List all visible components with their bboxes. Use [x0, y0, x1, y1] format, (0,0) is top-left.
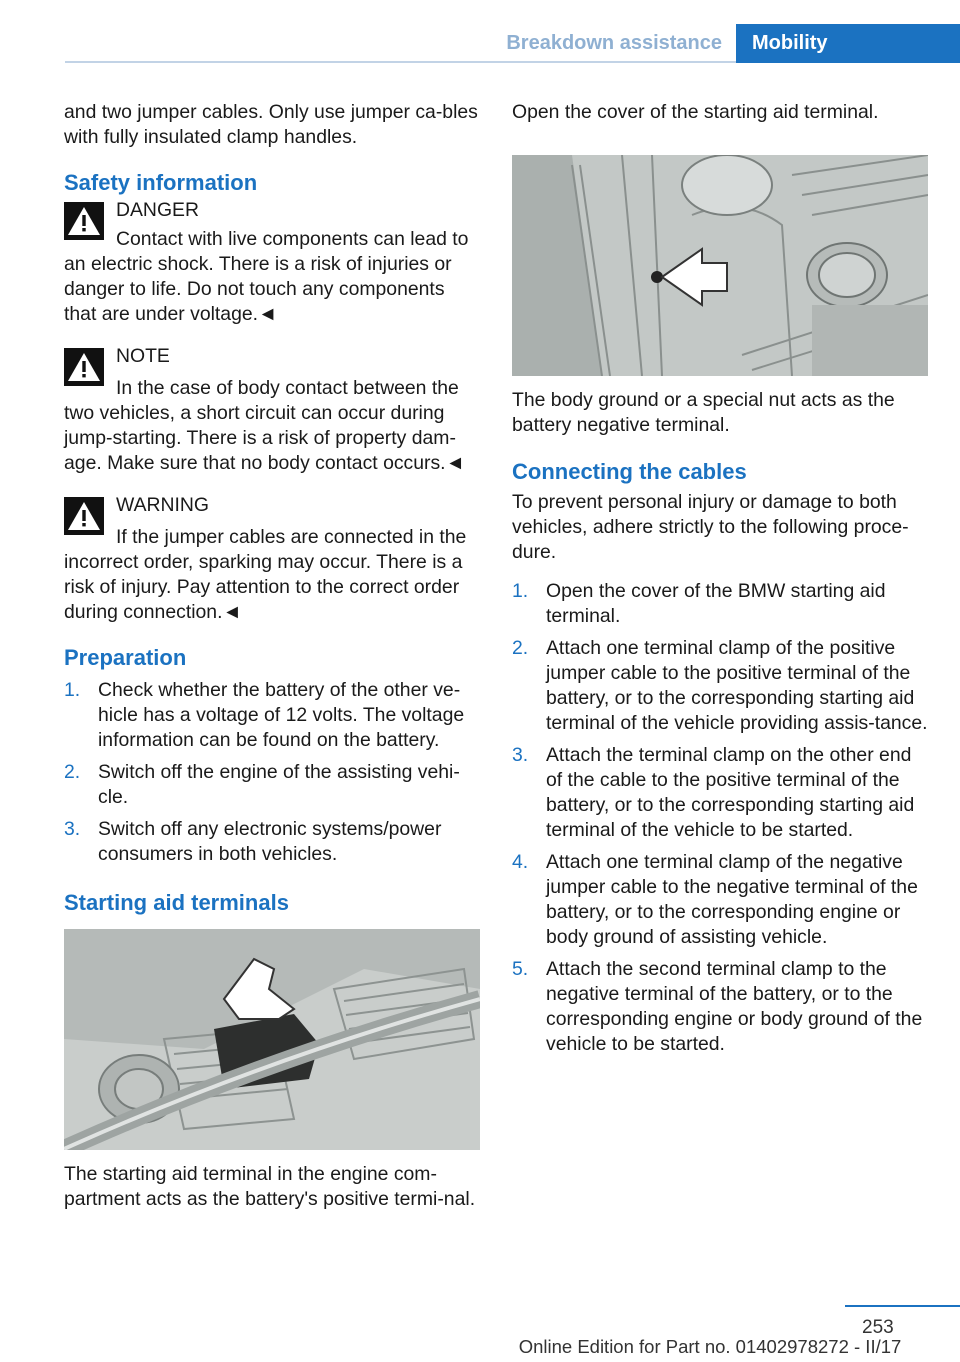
footer-rule — [845, 1305, 960, 1307]
warning-danger — [64, 198, 482, 327]
warning-warning — [64, 493, 482, 625]
warning-first-line: If the jumper cables are connected in the — [116, 526, 467, 548]
right-column — [512, 100, 930, 1057]
step-number: 1. — [64, 679, 81, 701]
warning-title: DANGER — [116, 199, 199, 221]
step-number: 3. — [512, 744, 529, 766]
terminal-caption: The starting aid terminal in the engine com-partment acts as the battery's positive termi-nal. — [64, 1163, 476, 1210]
step-number: 1. — [512, 580, 529, 602]
connecting-list — [512, 579, 930, 1057]
list-item — [512, 850, 930, 950]
list-item — [64, 678, 482, 753]
warning-first-line: Contact with live components can lead to — [116, 228, 469, 250]
step-text: Open the cover of the BMW starting aid terminal. — [546, 580, 886, 627]
intro-paragraph: and two jumper cables. Only use jumper ca-bles with fully insulated clamp handles. — [64, 101, 478, 148]
step-text: Attach the second terminal clamp to the negative terminal of the battery, or to the corresponding engine or body ground of the vehicle to be started. — [546, 958, 923, 1055]
edition-footer: Online Edition for Part no. 01402978272 - II/17 — [518, 1336, 902, 1357]
step-number: 3. — [64, 818, 81, 840]
warning-triangle-icon — [64, 497, 104, 535]
warning-body: two vehicles, a short circuit can occur during jump-starting. There is a risk of property dam-age. Make sure that no body contact occurs.◄ — [64, 402, 465, 474]
step-text: Attach the terminal clamp on the other end of the cable to the positive terminal of the battery, or to the corresponding starting aid terminal of the vehicle to be started. — [546, 744, 915, 841]
page-number: 253 — [862, 1317, 894, 1338]
list-item — [64, 817, 482, 867]
warning-title: NOTE — [116, 345, 170, 367]
list-item — [64, 760, 482, 810]
warning-first-line: In the case of body contact between the — [116, 377, 459, 399]
step-number: 4. — [512, 851, 529, 873]
starting-aid-terminal-illustration — [64, 929, 480, 1150]
step-number: 2. — [64, 761, 81, 783]
tab-mobility[interactable]: Mobility — [736, 24, 960, 63]
left-column — [64, 100, 482, 1212]
warning-body: an electric shock. There is a risk of injuries or danger to life. Do not touch any components that are under voltage.◄ — [64, 253, 452, 325]
ground-terminal-illustration — [512, 155, 928, 376]
warning-triangle-icon — [64, 202, 104, 240]
list-item — [512, 957, 930, 1057]
warning-note — [64, 344, 482, 476]
warning-triangle-icon — [64, 348, 104, 386]
step-number: 2. — [512, 637, 529, 659]
step-text: Attach one terminal clamp of the negative jumper cable to the negative terminal of the battery, or to the corresponding engine or body ground of assisting vehicle. — [546, 851, 918, 948]
list-item — [512, 636, 930, 736]
step-number: 5. — [512, 958, 529, 980]
preparation-list — [64, 678, 482, 867]
connecting-heading: Connecting the cables — [512, 459, 747, 484]
warning-title: WARNING — [116, 494, 209, 516]
step-text: Attach one terminal clamp of the positive jumper cable to the positive terminal of the battery, or to the corresponding starting aid terminal of the vehicle providing assis-tance. — [546, 637, 928, 734]
connecting-intro: To prevent personal injury or damage to both vehicles, adhere strictly to the following proce-dure. — [512, 491, 909, 563]
open-cover-text: Open the cover of the starting aid terminal. — [512, 101, 879, 123]
terminals-heading: Starting aid terminals — [64, 890, 289, 915]
list-item — [512, 579, 930, 629]
ground-caption: The body ground or a special nut acts as the battery negative terminal. — [512, 389, 895, 436]
step-text: Switch off any electronic systems/power consumers in both vehicles. — [98, 818, 442, 865]
warning-body: incorrect order, sparking may occur. There is a risk of injury. Pay attention to the correct order during connection.◄ — [64, 551, 463, 623]
tab-breakdown-assistance[interactable]: Breakdown assistance — [490, 28, 736, 61]
step-text: Switch off the engine of the assisting vehi-cle. — [98, 761, 460, 808]
page-header — [0, 0, 960, 64]
safety-heading: Safety information — [64, 170, 258, 195]
step-text: Check whether the battery of the other ve-hicle has a voltage of 12 volts. The voltage information can be found on the battery. — [98, 679, 465, 751]
preparation-heading: Preparation — [64, 645, 187, 670]
list-item — [512, 743, 930, 843]
